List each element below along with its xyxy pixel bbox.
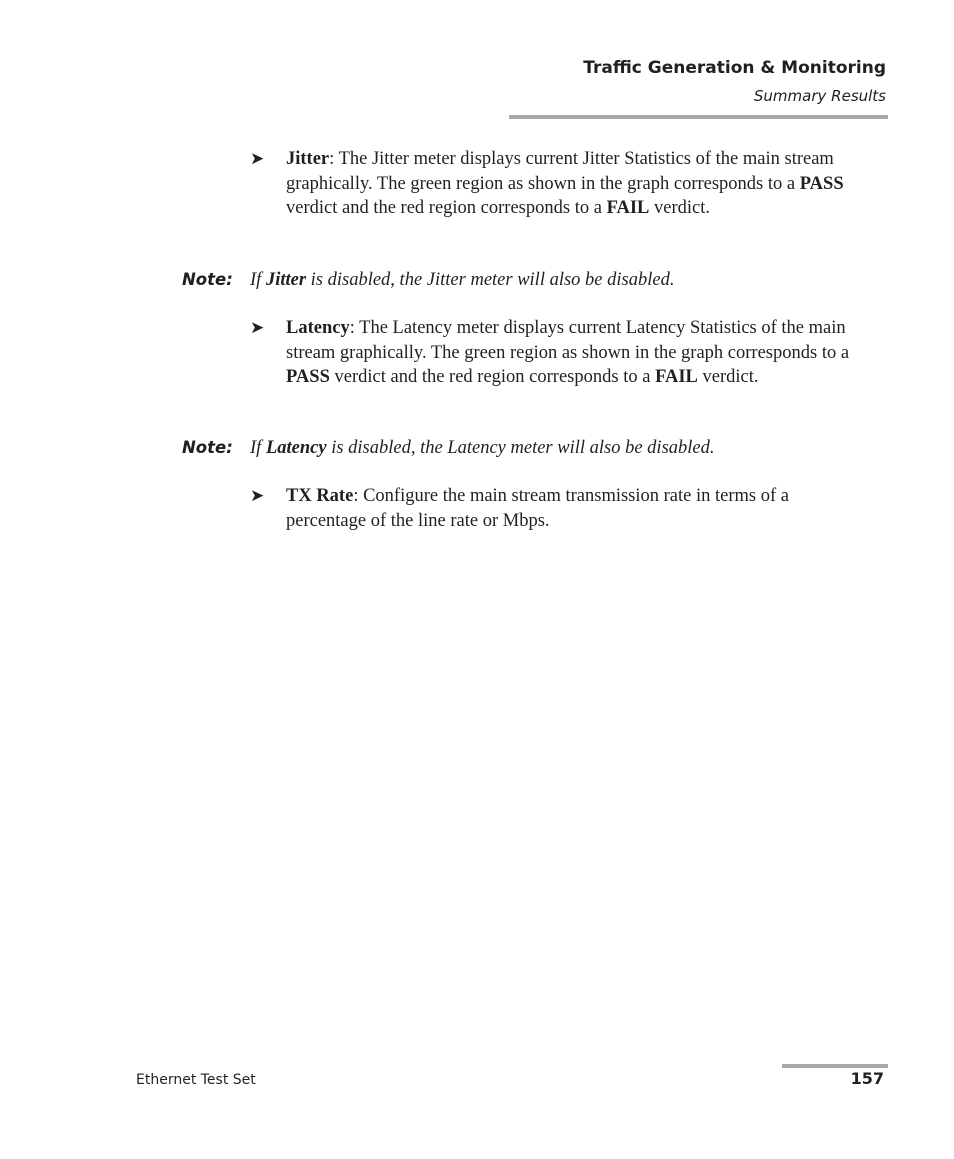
bullet-item-jitter <box>250 147 872 221</box>
running-header <box>583 56 886 107</box>
note-suffix: is disabled, the Jitter meter will also be disabled. <box>306 270 675 290</box>
bullet-body: : Configure the main stream transmission rate in terms of a percentage of the line rate or Mbps. <box>286 486 789 531</box>
note-term: Latency <box>265 438 327 458</box>
page-number: 157 <box>850 1069 884 1088</box>
bullet-body: verdict. <box>649 198 711 219</box>
pass-verdict: PASS <box>286 367 330 388</box>
bullet-text <box>286 147 872 221</box>
bullet-item-tx-rate <box>250 484 872 533</box>
bullet-text <box>286 484 872 533</box>
note-term: Jitter <box>265 270 307 290</box>
bullet-body: verdict and the red region corresponds to a <box>286 198 607 219</box>
note-latency <box>182 436 882 460</box>
fail-verdict: FAIL <box>606 198 650 219</box>
bullet-term: TX Rate <box>286 486 354 506</box>
note-text <box>250 270 674 290</box>
bullet-body: verdict. <box>697 367 759 388</box>
bullet-item-latency <box>250 316 872 390</box>
header-rule <box>509 115 888 119</box>
bullet-term: Latency <box>286 318 350 338</box>
note-label: Note: <box>182 438 233 457</box>
chapter-title: Traffic Generation & Monitoring <box>583 58 886 78</box>
footer-product-name: Ethernet Test Set <box>136 1072 256 1088</box>
note-prefix: If <box>250 438 266 458</box>
note-suffix: is disabled, the Latency meter will also be disabled. <box>326 438 715 458</box>
bullet-body: : The Jitter meter displays current Jitter Statistics of the main stream graphically. The green region as shown in the graph corresponds to a <box>286 149 834 194</box>
arrowhead-bullet-icon: ➤ <box>250 149 265 169</box>
note-text <box>250 438 715 458</box>
bullet-body: : The Latency meter displays current Latency Statistics of the main stream graphically. The green region as shown in the graph corresponds to a <box>286 318 850 363</box>
arrowhead-bullet-icon: ➤ <box>250 318 265 338</box>
note-prefix: If <box>250 270 266 290</box>
section-title: Summary Results <box>753 87 886 105</box>
bullet-term: Jitter <box>286 149 330 169</box>
fail-verdict: FAIL <box>655 367 698 388</box>
note-jitter <box>182 268 882 292</box>
pass-verdict: PASS <box>799 173 844 194</box>
arrowhead-bullet-icon: ➤ <box>250 486 265 506</box>
note-label: Note: <box>182 270 233 289</box>
bullet-text <box>286 316 872 390</box>
bullet-body: verdict and the red region corresponds to a <box>329 367 656 388</box>
